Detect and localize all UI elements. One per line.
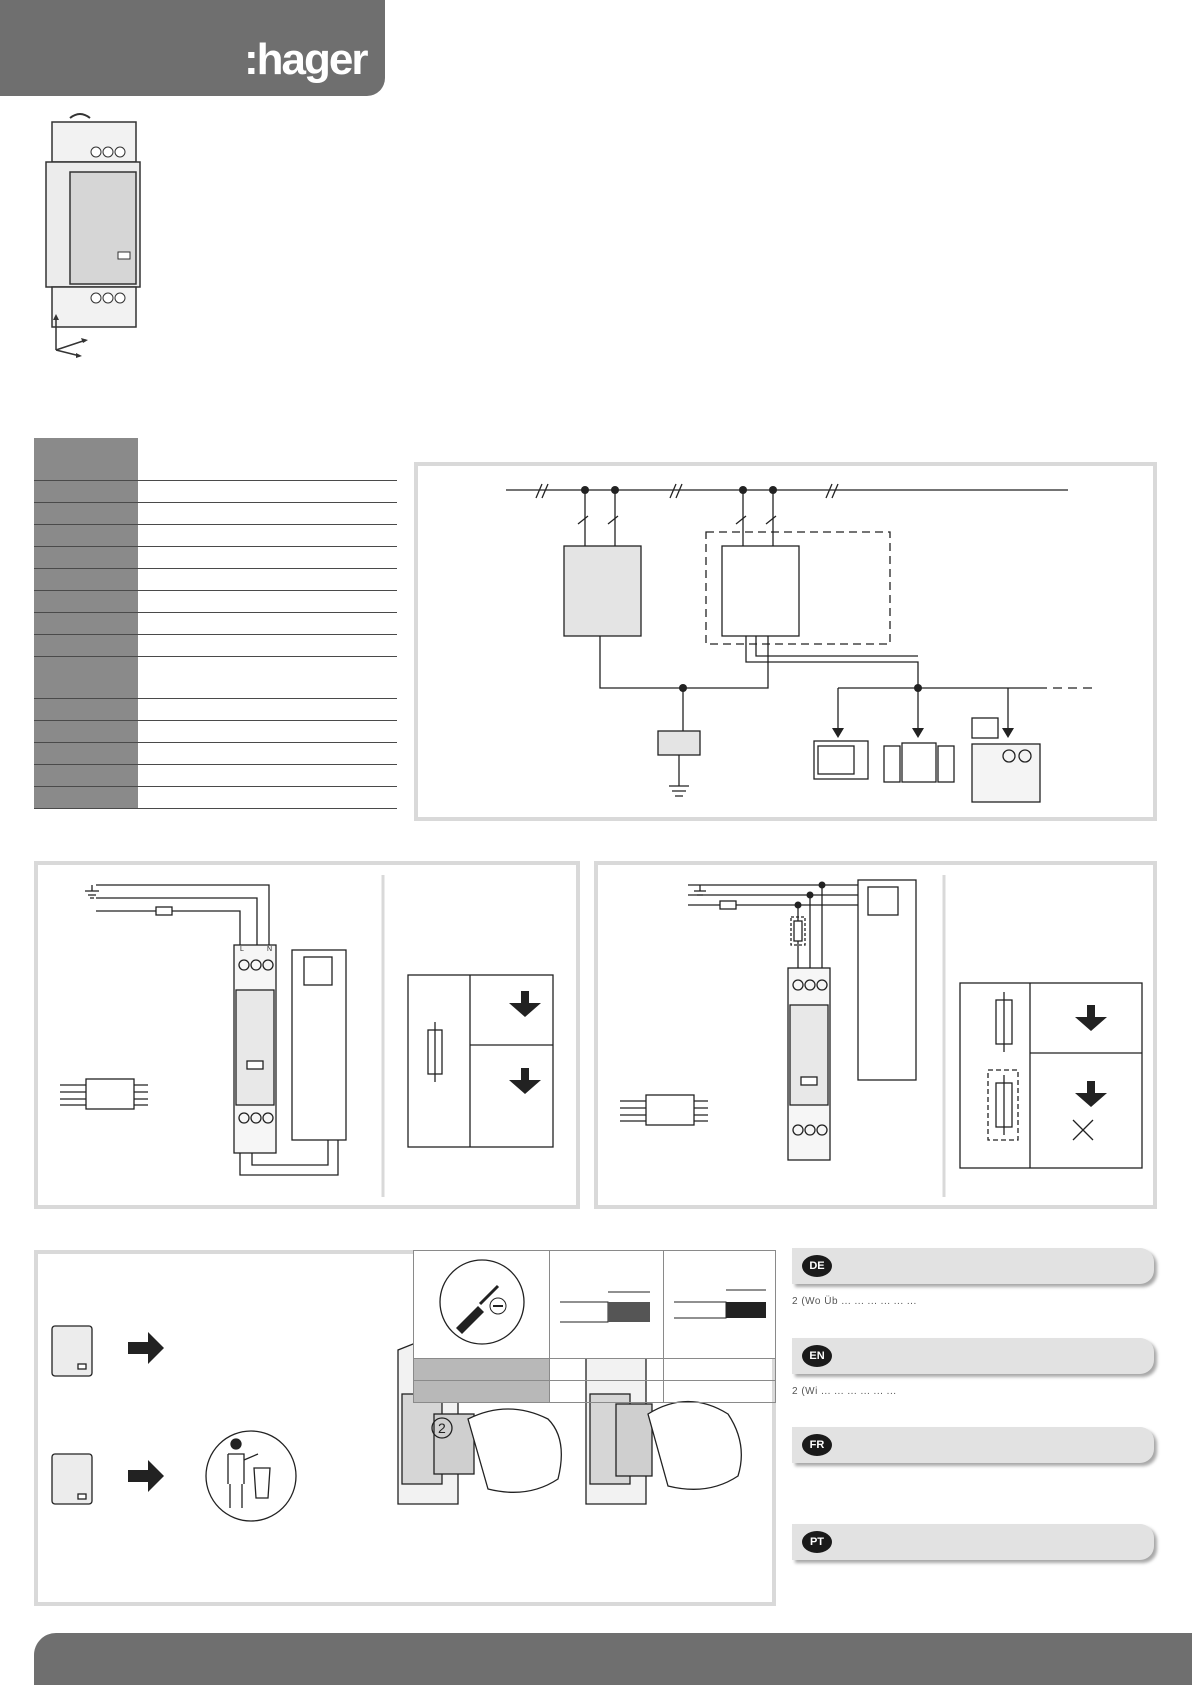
wiring-diagram-a xyxy=(38,865,576,1205)
arrow-right-icon xyxy=(128,1332,164,1364)
spec-key xyxy=(34,524,138,546)
spec-value xyxy=(138,634,397,656)
spec-value xyxy=(138,480,397,502)
spec-key xyxy=(34,786,138,808)
strip-cell-b xyxy=(664,1251,776,1359)
lang-badge-de: DE xyxy=(802,1255,832,1277)
spec-value xyxy=(138,764,397,786)
spec-row xyxy=(34,568,397,590)
spec-row xyxy=(34,546,397,568)
spec-row xyxy=(34,502,397,524)
lang-badge-en: EN xyxy=(802,1345,832,1367)
spec-row xyxy=(34,590,397,612)
installation-panel-a xyxy=(34,861,580,1209)
spec-value xyxy=(138,546,397,568)
spec-key xyxy=(34,612,138,634)
spec-row xyxy=(34,764,397,786)
spec-key xyxy=(34,656,138,698)
spec-value xyxy=(138,568,397,590)
spec-table xyxy=(34,438,397,809)
stripping-table xyxy=(413,1250,776,1403)
spec-key xyxy=(34,698,138,720)
lang-bar-de[interactable] xyxy=(792,1248,1154,1284)
spec-value xyxy=(138,720,397,742)
spec-row xyxy=(34,612,397,634)
spec-row xyxy=(34,524,397,546)
spec-row xyxy=(34,438,397,480)
terminal-label-n: N xyxy=(267,946,273,953)
lang-badge-fr: FR xyxy=(802,1434,832,1456)
lang-bar-en[interactable] xyxy=(792,1338,1154,1374)
footer-band xyxy=(34,1633,1192,1685)
lang-snippet-en: 2 (Wi ... ... ... ... ... ... xyxy=(792,1386,897,1397)
arrow-down-icon xyxy=(509,991,541,1094)
brand-logo: :hager xyxy=(244,35,367,84)
spec-row xyxy=(34,720,397,742)
spec-row xyxy=(34,634,397,656)
spec-value xyxy=(138,698,397,720)
spec-key xyxy=(34,438,138,480)
fuse-icon xyxy=(156,907,172,915)
cross-icon xyxy=(1073,1120,1093,1140)
spec-value xyxy=(138,502,397,524)
spec-value xyxy=(138,656,397,698)
spec-value xyxy=(138,438,397,480)
spec-key xyxy=(34,634,138,656)
spec-value xyxy=(138,590,397,612)
lang-snippet-de: 2 (Wo Üb ... ... ... ... ... ... xyxy=(792,1296,917,1307)
spec-key xyxy=(34,568,138,590)
lang-badge-pt: PT xyxy=(802,1531,832,1553)
lang-bar-fr[interactable] xyxy=(792,1427,1154,1463)
spec-row xyxy=(34,480,397,502)
spec-row xyxy=(34,656,397,698)
spec-key xyxy=(34,546,138,568)
spec-key xyxy=(34,480,138,502)
spec-key xyxy=(34,590,138,612)
wiring-diagram-b xyxy=(598,865,1153,1205)
network-schematic xyxy=(418,466,1153,817)
spec-key xyxy=(34,764,138,786)
screwdriver-cell xyxy=(414,1251,550,1359)
spec-value xyxy=(138,786,397,808)
spec-value xyxy=(138,612,397,634)
axis-orientation-icon xyxy=(46,310,96,358)
spec-row xyxy=(34,786,397,808)
screwdriver-icon xyxy=(436,1256,528,1348)
network-diagram-panel xyxy=(414,462,1157,821)
spec-row xyxy=(34,698,397,720)
spec-value xyxy=(138,742,397,764)
installation-panel-b xyxy=(594,861,1157,1209)
spec-key xyxy=(34,720,138,742)
spec-key xyxy=(34,502,138,524)
terminal-label-l: L xyxy=(240,946,244,953)
step-number-2: 2 xyxy=(438,1420,446,1436)
spec-row xyxy=(34,742,397,764)
spec-key xyxy=(34,742,138,764)
strip-cell-a xyxy=(550,1251,664,1359)
lang-bar-pt[interactable] xyxy=(792,1524,1154,1560)
spec-value xyxy=(138,524,397,546)
